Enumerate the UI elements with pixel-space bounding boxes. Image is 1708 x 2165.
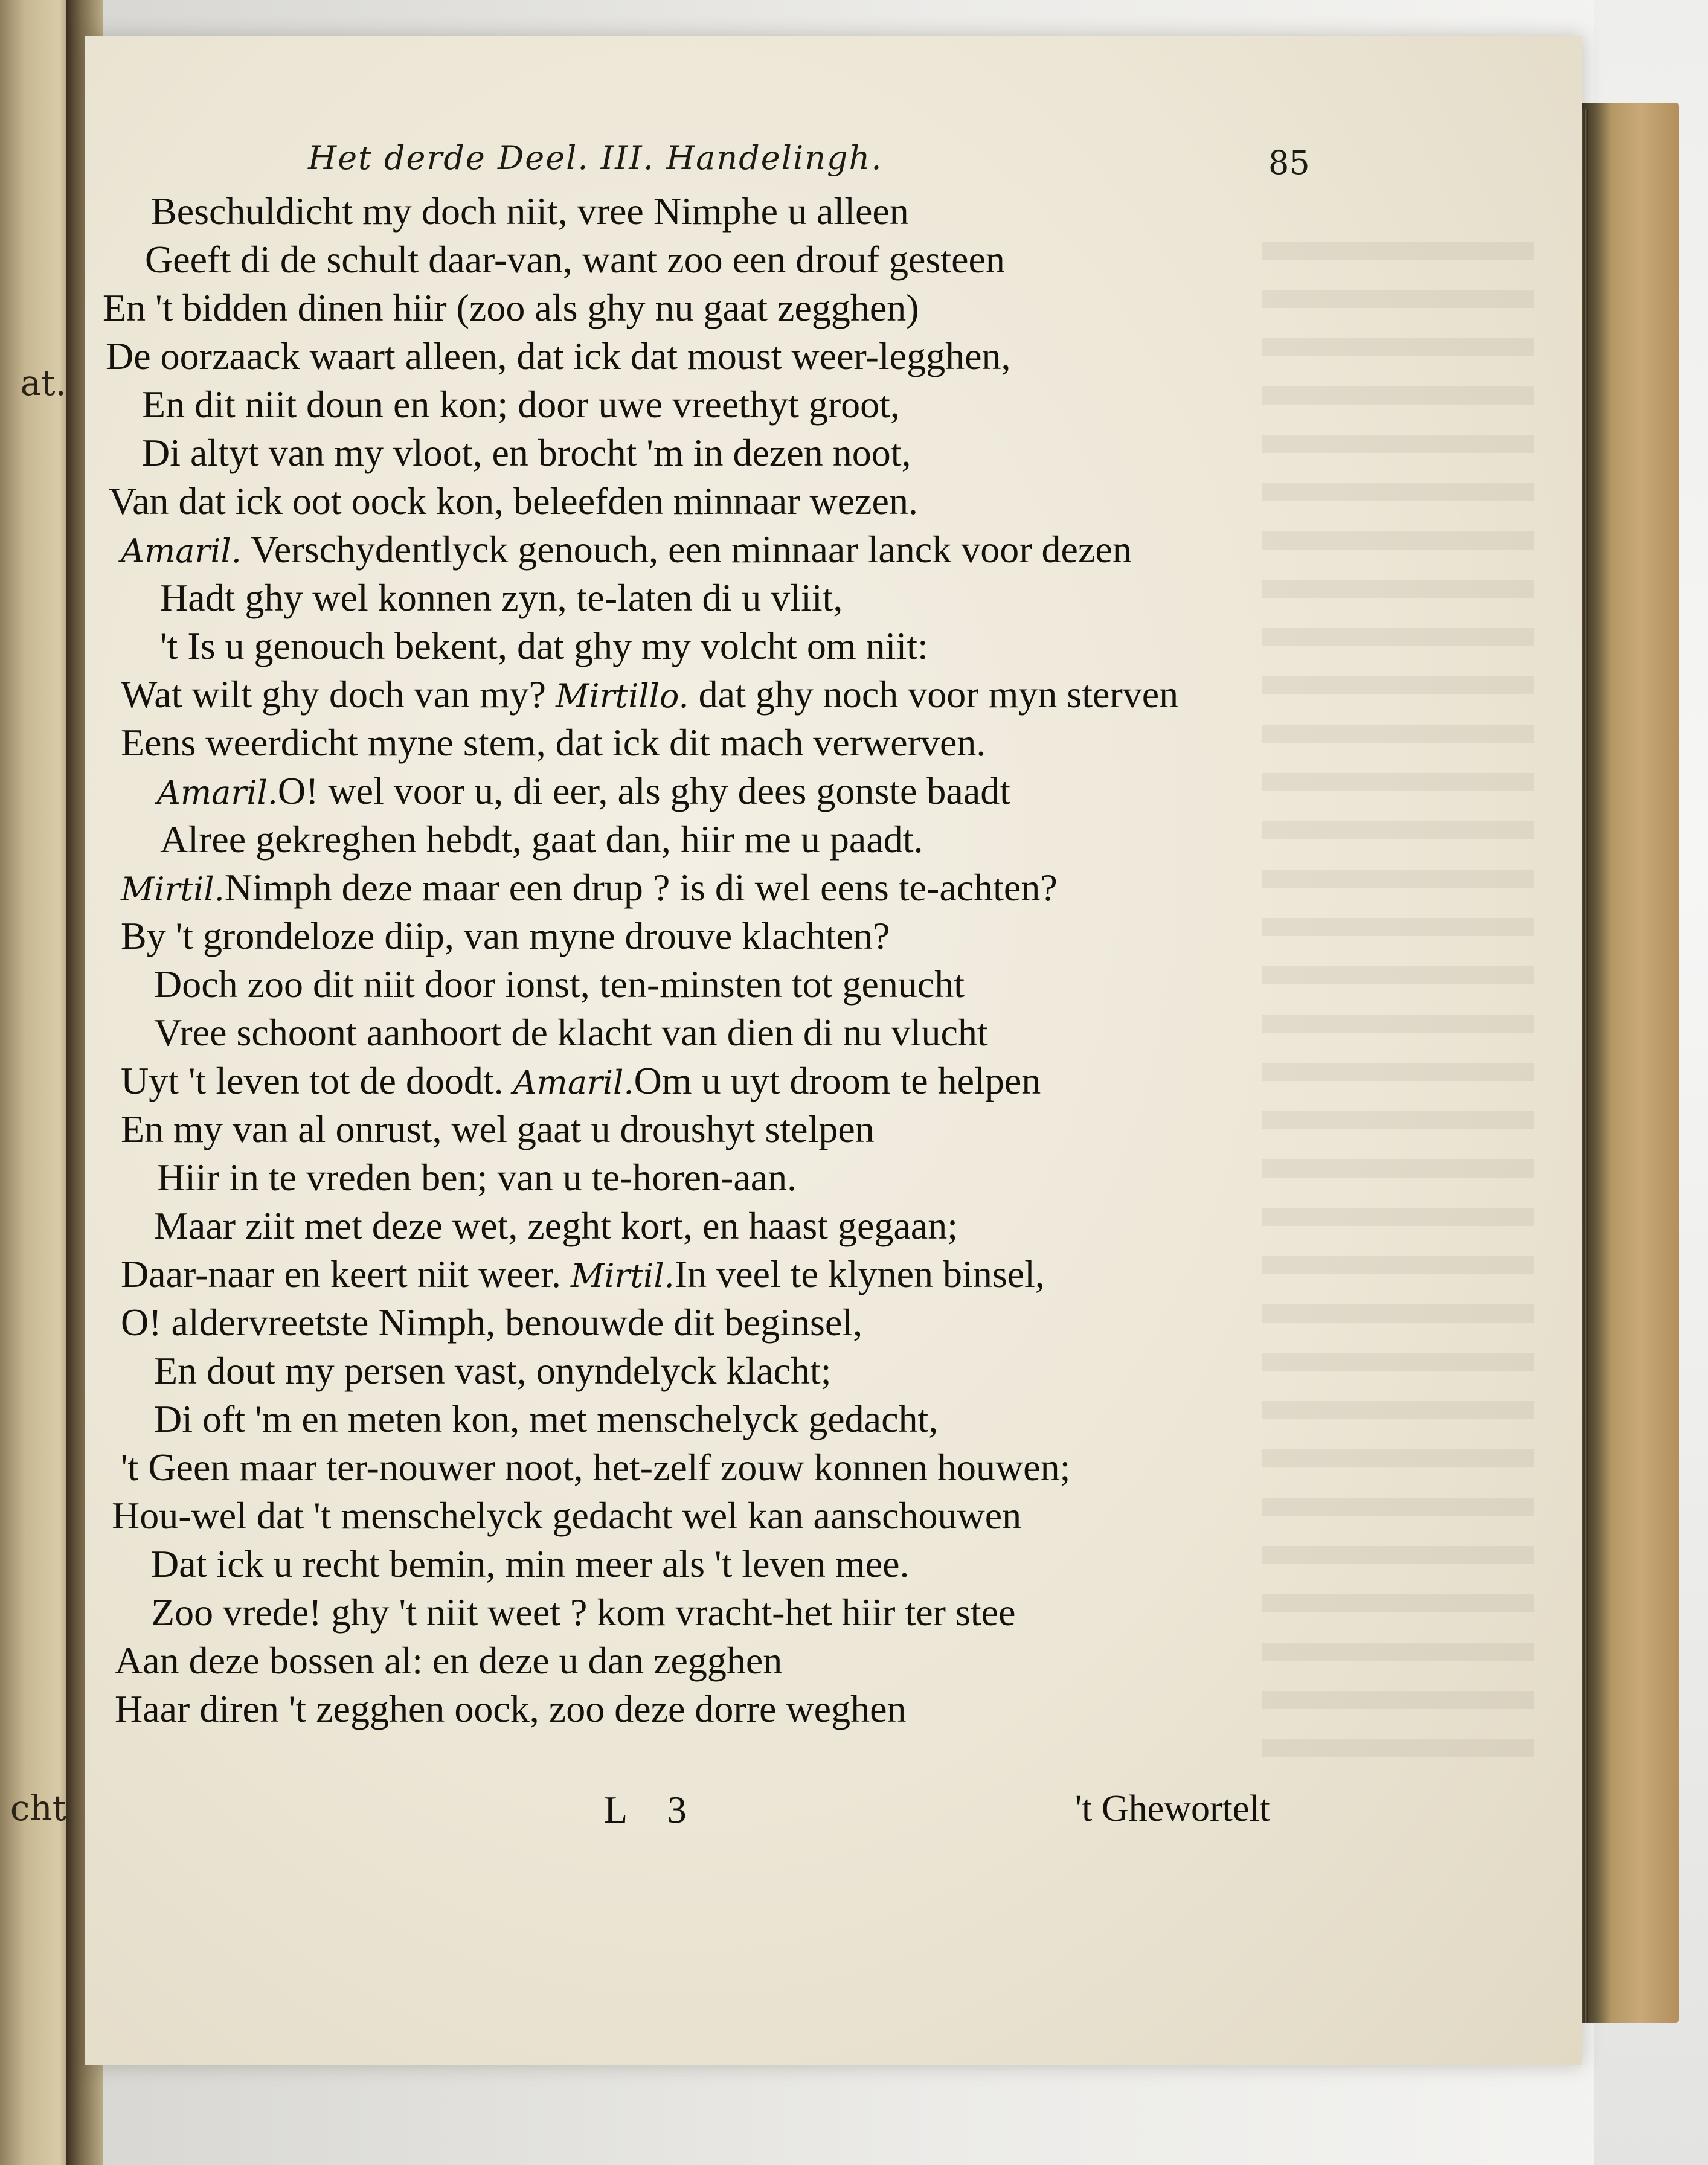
verse-line: Haar diren 't zegghen oock, zoo deze dorre weghen	[115, 1687, 907, 1730]
page-footer	[85, 1788, 1582, 1842]
verse-line: 't Geen maar ter-nouwer noot, het-zelf zouw konnen houwen;	[121, 1446, 1071, 1489]
verse-line: Daar-naar en keert niit weer. Mirtil.In veel te klynen binsel,	[121, 1252, 1045, 1295]
catchword: 't Ghewortelt	[1075, 1788, 1270, 1829]
verse-line: Maar ziit met deze wet, zeght kort, en haast gegaan;	[154, 1204, 958, 1247]
verse-line: Alree gekreghen hebdt, gaat dan, hiir me u paadt.	[160, 818, 923, 861]
speaker-name: Amaril.	[121, 532, 242, 570]
verse-line: Beschuldicht my doch niit, vree Nimphe u alleen	[151, 190, 909, 233]
left-page-fragment: at.	[20, 362, 66, 403]
verse-line: Hiir in te vreden ben; van u te-horen-aan.	[157, 1156, 797, 1199]
show-through-text	[1262, 217, 1534, 1788]
verse-line: En my van al onrust, wel gaat u droushyt stelpen	[121, 1108, 875, 1150]
verse-line: Amaril.O! wel voor u, di eer, als ghy dees gonste baadt	[157, 769, 1011, 812]
verse-line: Aan deze bossen al: en deze u dan zegghen	[115, 1639, 783, 1682]
verse-line: Vree schoont aanhoort de klacht van dien di nu vlucht	[154, 1011, 988, 1054]
verse-line: By 't grondeloze diip, van myne drouve klachten?	[121, 914, 890, 957]
verse-line: Mirtil.Nimph deze maar een drup ? is di wel eens te-achten?	[121, 866, 1058, 909]
running-title: Het derde Deel. III. Handelingh.	[308, 139, 883, 177]
verse-line: Eens weerdicht myne stem, dat ick dit mach verwerven.	[121, 721, 986, 764]
verse-line: En 't bidden dinen hiir (zoo als ghy nu gaat zegghen)	[103, 286, 919, 329]
speaker-name: Amaril.	[513, 1063, 634, 1102]
speaker-name: Amaril.	[157, 774, 278, 812]
book-page	[85, 36, 1582, 2065]
verse-line: 't Is u genouch bekent, dat ghy my volcht om niit:	[160, 624, 928, 667]
verse-line: Amaril. Verschydentlyck genouch, een minnaar lanck voor dezen	[121, 528, 1132, 571]
verse-line: Di altyt van my vloot, en brocht 'm in dezen noot,	[142, 431, 911, 474]
page-number: 85	[1268, 144, 1310, 182]
verse-line: Hadt ghy wel konnen zyn, te-laten di u vliit,	[160, 576, 843, 619]
verse-line: Zoo vrede! ghy 't niit weet ? kom vracht-het hiir ter stee	[151, 1591, 1016, 1634]
speaker-name: Mirtil.	[570, 1257, 675, 1295]
verse-line: En dit niit doun en kon; door uwe vreethyt groot,	[142, 383, 900, 426]
verse-line: Geeft di de schult daar-van, want zoo een drouf gesteen	[145, 238, 1005, 281]
verse-line: De oorzaack waart alleen, dat ick dat moust weer-legghen,	[106, 335, 1011, 377]
verse-line: Uyt 't leven tot de doodt. Amaril.Om u uyt droom te helpen	[121, 1059, 1041, 1102]
verse-line: Wat wilt ghy doch van my? Mirtillo. dat ghy noch voor myn sterven	[121, 673, 1179, 716]
verse-line: Di oft 'm en meten kon, met menschelyck gedacht,	[154, 1397, 939, 1440]
verse-line: En dout my persen vast, onyndelyck klacht;	[154, 1349, 832, 1392]
speaker-name: Mirtillo.	[556, 677, 689, 715]
verse-line: O! aldervreetste Nimph, benouwde dit beginsel,	[121, 1301, 863, 1344]
page-header	[85, 139, 1582, 187]
book-binding	[1582, 103, 1679, 2023]
left-page-fragment: cht	[10, 1788, 66, 1829]
signature-mark: L 3	[604, 1788, 702, 1831]
verse-line: Hou-wel dat 't menschelyck gedacht wel kan aanschouwen	[112, 1494, 1022, 1537]
verse-line: Dat ick u recht bemin, min meer als 't leven mee.	[151, 1542, 910, 1585]
verse-line: Doch zoo dit niit door ionst, ten-minsten tot genucht	[154, 963, 965, 1006]
verse-line: Van dat ick oot oock kon, beleefden minnaar wezen.	[109, 480, 918, 522]
speaker-name: Mirtil.	[121, 870, 225, 908]
